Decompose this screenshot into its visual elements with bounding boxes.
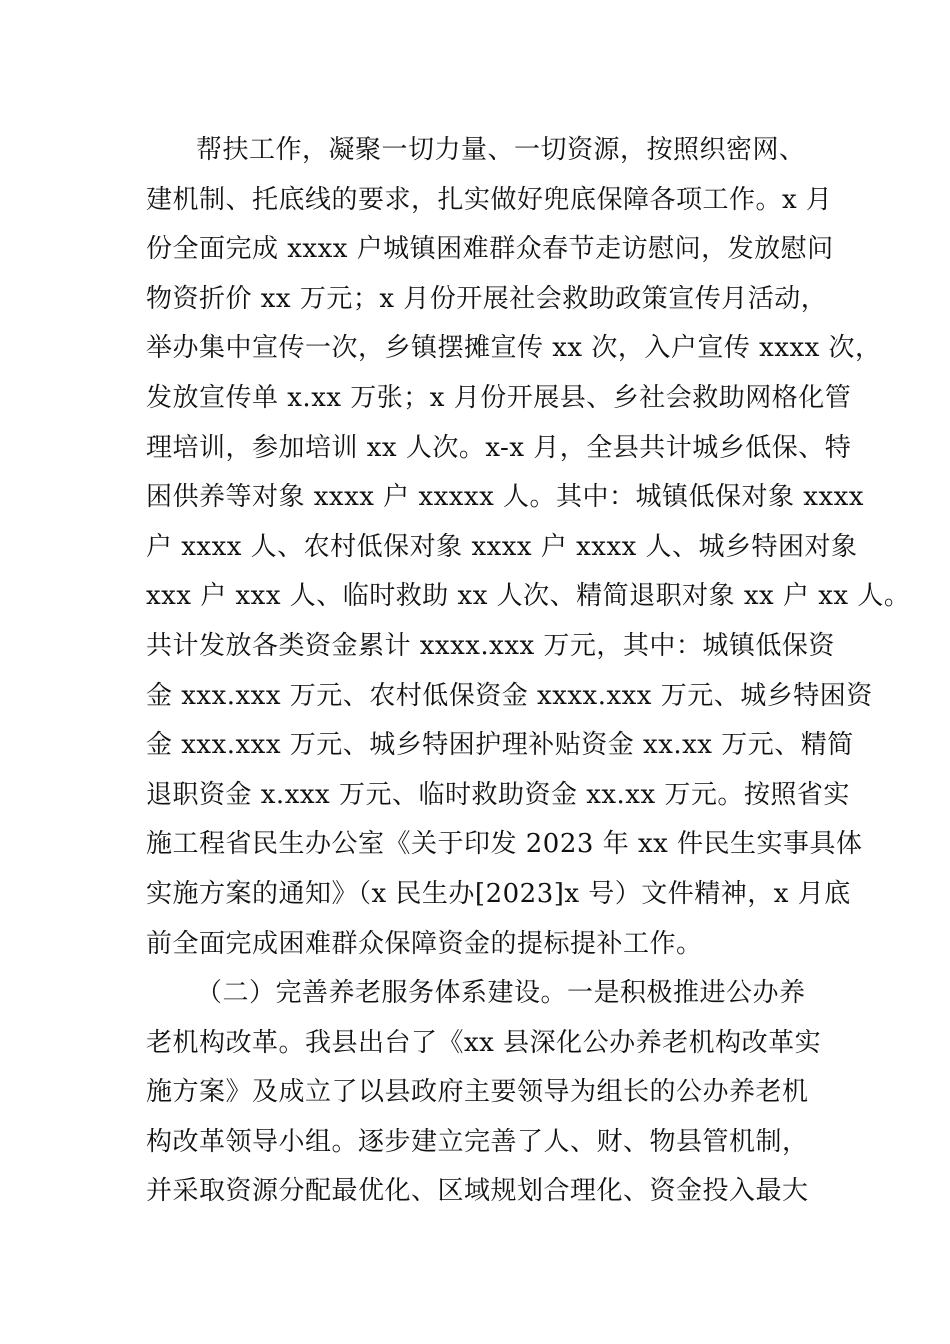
- body-text: [146, 126, 911, 1217]
- paragraph-line: 举办集中宣传一次，乡镇摆摊宣传 xx 次，入户宣传 xxxx 次，: [146, 333, 882, 364]
- paragraph-line: 建机制、托底线的要求，扎实做好兜底保障各项工作。x 月: [146, 184, 833, 215]
- paragraph-line: 户 xxxx 人、农村低保对象 xxxx 户 xxxx 人、城乡特困对象: [146, 531, 858, 562]
- paragraph-line: 物资折价 xx 万元；x 月份开展社会救助政策宣传月活动，: [146, 283, 828, 314]
- paragraph-line: 老机构改革。我县出台了《xx 县深化公办养老机构改革实: [146, 1027, 822, 1058]
- paragraph-line: 施方案》及成立了以县政府主要领导为组长的公办养老机: [146, 1077, 809, 1108]
- paragraph-line: 施工程省民生办公室《关于印发 2023 年 xx 件民生实事具体: [146, 829, 863, 860]
- section-heading-line: （二）完善养老服务体系建设。一是积极推进公办养: [196, 978, 806, 1009]
- paragraph-line: 帮扶工作，凝聚一切力量、一切资源，按照织密网、: [196, 135, 806, 165]
- paragraph-line: 困供养等对象 xxxx 户 xxxxx 人。其中：城镇低保对象 xxxx: [146, 482, 864, 513]
- paragraph-line: 退职资金 x.xxx 万元、临时救助资金 xx.xx 万元。按照省实: [146, 779, 850, 810]
- paragraph-line: 理培训，参加培训 xx 人次。x-x 月，全县共计城乡低保、特: [146, 432, 852, 463]
- paragraph-line: 金 xxx.xxx 万元、农村低保资金 xxxx.xxx 万元、城乡特困资: [146, 680, 873, 711]
- paragraph-line: 并采取资源分配最优化、区域规划合理化、资金投入最大: [146, 1176, 809, 1207]
- paragraph-line: 发放宣传单 x.xx 万张；x 月份开展县、乡社会救助网格化管: [146, 382, 852, 413]
- paragraph-line: xxx 户 xxx 人、临时救助 xx 人次、精简退职对象 xx 户 xx 人。: [146, 581, 911, 612]
- paragraph-line: 共计发放各类资金累计 xxxx.xxx 万元，其中：城镇低保资: [146, 630, 835, 661]
- paragraph-line: 前全面完成困难群众保障资金的提标提补工作。: [146, 928, 703, 959]
- paragraph-line: 构改革领导小组。逐步建立完善了人、财、物县管机制，: [146, 1126, 809, 1157]
- paragraph-line: 金 xxx.xxx 万元、城乡特困护理补贴资金 xx.xx 万元、精简: [146, 730, 854, 761]
- paragraph-line: 份全面完成 xxxx 户城镇困难群众春节走访慰问，发放慰问: [146, 234, 834, 265]
- paragraph-line: 实施方案的通知》（x 民生办[2023]x 号）文件精神，x 月底: [146, 878, 851, 909]
